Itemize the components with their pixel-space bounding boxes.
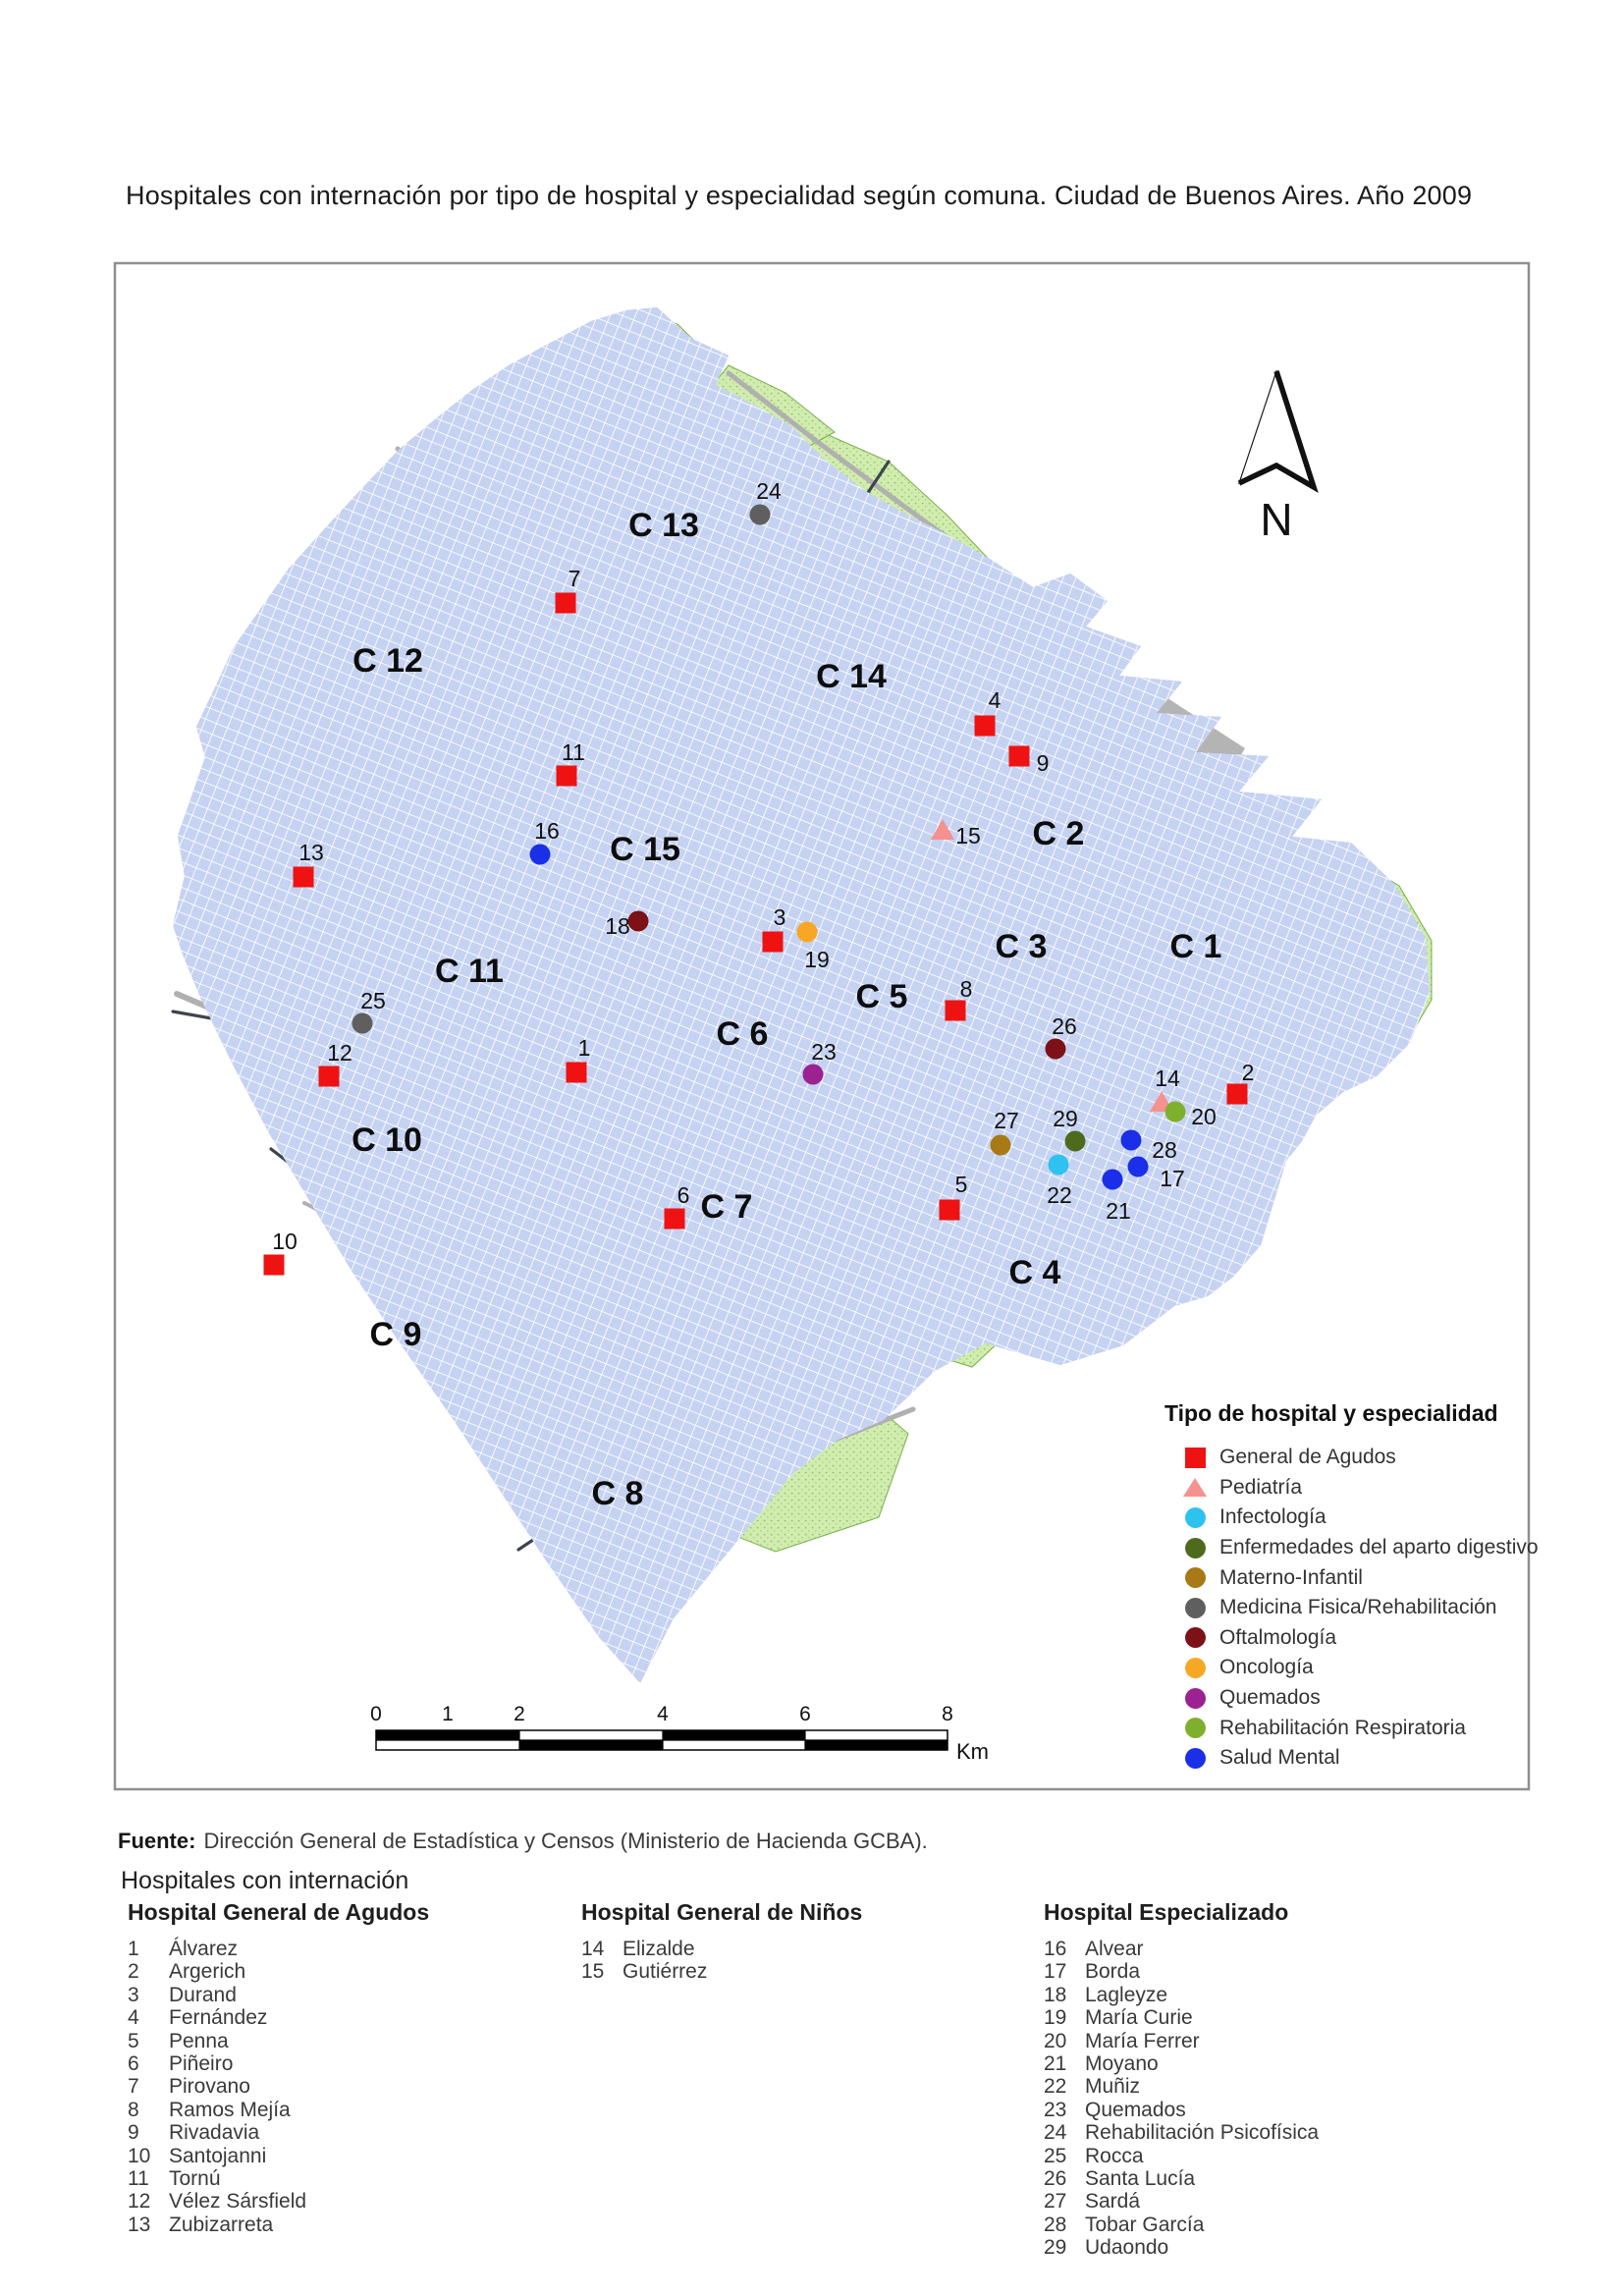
hospital-list-name: Moyano <box>1085 2052 1159 2076</box>
hospital-list-name: Tobar García <box>1085 2213 1205 2236</box>
hospital-list-item <box>128 1960 429 1983</box>
map-legend <box>1159 1400 1543 1774</box>
hospital-list-item <box>128 2030 429 2052</box>
north-arrow <box>1239 371 1314 545</box>
hospital-list-number: 5 <box>128 2029 139 2052</box>
hospital-marker-number: 9 <box>1036 750 1050 776</box>
hospital-list-number: 11 <box>128 2167 149 2191</box>
hospital-marker-number: 8 <box>959 976 973 1002</box>
hospital-list-number: 22 <box>1044 2075 1067 2099</box>
hospital-list-item <box>128 2052 429 2075</box>
hospital-marker-number: 15 <box>955 823 981 848</box>
list-group-title: Hospital General de Agudos <box>128 1899 430 1925</box>
hospital-list-item <box>581 1960 862 1983</box>
hospital-list-name: Alvear <box>1085 1938 1144 1960</box>
legend-square-icon <box>1185 1448 1206 1468</box>
list-group-title: Hospital General de Niños <box>581 1899 863 1925</box>
hospital-list-number: 18 <box>1044 1983 1067 2006</box>
scale-tick: 0 <box>370 1703 382 1725</box>
hospital-list-item <box>1044 1960 1319 1983</box>
hospital-list-item <box>1044 2121 1319 2144</box>
hospital-list-number: 28 <box>1044 2213 1067 2236</box>
hospital-marker-number: 16 <box>534 818 560 844</box>
hospital-marker-number: 6 <box>677 1182 690 1208</box>
scale-tick: 4 <box>657 1703 669 1725</box>
hospital-list-item <box>128 1938 429 1960</box>
legend-item-label: Medicina Fisica/Rehabilitación <box>1219 1596 1497 1619</box>
hospital-list-number: 26 <box>1044 2167 1067 2191</box>
hospital-list-number: 4 <box>128 2006 139 2030</box>
legend-item <box>1159 1503 1543 1533</box>
hospital-list-item <box>581 1938 862 1960</box>
legend-item-label: Salud Mental <box>1219 1746 1340 1770</box>
hospital-marker-number: 5 <box>954 1172 968 1197</box>
hospital-list-name: Vélez Sársfield <box>169 2190 307 2214</box>
hospital-marker-number: 27 <box>994 1108 1019 1133</box>
hospital-marker-number: 11 <box>562 739 585 765</box>
legend-item <box>1159 1533 1543 1563</box>
legend-item <box>1159 1593 1543 1623</box>
hospital-marker-number: 1 <box>577 1035 591 1061</box>
hospital-list-number: 15 <box>581 1960 605 1984</box>
hospital-list-item <box>1044 2099 1319 2121</box>
scale-tick: 2 <box>514 1703 525 1725</box>
hospital-list-name: Rehabilitación Psicofísica <box>1085 2121 1320 2145</box>
hospital-list-item <box>1044 2006 1319 2029</box>
legend-item-label: Materno-Infantil <box>1219 1565 1363 1589</box>
hospital-list-item <box>128 2099 429 2121</box>
legend-item <box>1159 1473 1543 1503</box>
scale-tick: 8 <box>942 1703 953 1725</box>
legend-triangle-icon <box>1183 1478 1207 1497</box>
hospital-list-number: 12 <box>128 2190 151 2214</box>
hospital-list-name: Fernández <box>169 2006 268 2030</box>
comuna-label: C 11 <box>435 953 504 990</box>
legend-item-label: Oftalmología <box>1219 1625 1337 1649</box>
hospital-list-item <box>1044 2030 1319 2052</box>
comuna-label: C 3 <box>995 928 1048 965</box>
comuna-label: C 12 <box>352 642 423 680</box>
hospital-marker-number: 3 <box>773 904 786 930</box>
comuna-label: C 8 <box>591 1475 644 1512</box>
hospital-list-item <box>1044 1984 1319 2006</box>
legend-circle-icon <box>1185 1507 1206 1528</box>
legend-circle-icon <box>1185 1718 1206 1738</box>
hospital-list-number: 25 <box>1044 2144 1067 2167</box>
legend-circle-icon <box>1185 1688 1206 1709</box>
legend-title: Tipo de hospital y especialidad <box>1164 1400 1498 1426</box>
source-label: Fuente: <box>118 1829 196 1853</box>
hospital-list-name: Pirovano <box>169 2075 250 2099</box>
legend-circle-icon <box>1185 1538 1206 1558</box>
legend-item <box>1159 1743 1543 1774</box>
hospital-list-name: María Curie <box>1085 2006 1193 2030</box>
legend-item-label: Enfermedades del aparto digestivo <box>1219 1536 1539 1559</box>
hospital-marker <box>264 1229 298 1276</box>
hospital-list-name: Zubizarreta <box>169 2213 274 2236</box>
hospital-list-name: Álvarez <box>169 1938 239 1960</box>
legend-item <box>1159 1683 1543 1714</box>
hospital-marker-number: 19 <box>804 947 830 972</box>
hospital-list-name: Gutiérrez <box>623 1960 708 1984</box>
hospital-list-name: María Ferrer <box>1085 2029 1200 2052</box>
hospital-marker-number: 10 <box>272 1229 298 1254</box>
hospital-marker-number: 25 <box>360 988 386 1013</box>
scale-tick: 6 <box>799 1703 811 1725</box>
hospital-list-name: Sardá <box>1085 2190 1141 2214</box>
scale-tick-labels <box>370 1703 953 1725</box>
scale-unit-label: Km <box>956 1739 989 1764</box>
comuna-label: C 5 <box>855 978 908 1015</box>
north-label: N <box>1260 494 1293 545</box>
legend-item-label: Oncología <box>1219 1656 1314 1679</box>
hospital-list-item <box>128 2075 429 2098</box>
hospital-list-item <box>1044 2214 1319 2236</box>
hospital-marker-number: 23 <box>811 1039 837 1065</box>
hospital-list-number: 1 <box>128 1938 139 1960</box>
hospital-list-name: Lagleyze <box>1085 1983 1168 2006</box>
hospital-marker-number: 4 <box>988 687 1001 713</box>
comuna-label: C 7 <box>700 1188 753 1226</box>
hospital-list-name: Rocca <box>1085 2144 1144 2167</box>
hospital-marker-number: 13 <box>298 840 324 865</box>
legend-item <box>1159 1653 1543 1683</box>
legend-circle-icon <box>1185 1658 1206 1678</box>
hospital-marker-number: 12 <box>327 1040 352 1066</box>
hospital-list-name: Muñiz <box>1085 2075 1141 2099</box>
hospital-list-number: 3 <box>128 1983 139 2006</box>
hospital-list-name: Penna <box>169 2029 229 2052</box>
scale-bar <box>370 1703 989 1764</box>
legend-circle-icon <box>1185 1567 1206 1588</box>
hospital-list-number: 21 <box>1044 2052 1067 2076</box>
hospital-list-name: Santojanni <box>169 2144 267 2167</box>
hospital-marker-number: 29 <box>1053 1106 1078 1131</box>
hospital-list-number: 29 <box>1044 2236 1067 2260</box>
hospital-list-number: 23 <box>1044 2098 1067 2121</box>
list-column-ninos <box>581 1899 862 1984</box>
hospital-list-name: Argerich <box>169 1960 246 1984</box>
scale-tick: 1 <box>442 1703 454 1725</box>
hospital-list-item <box>128 2006 429 2029</box>
hospital-marker-number: 18 <box>605 913 630 939</box>
hospital-marker-number: 24 <box>756 478 782 504</box>
hospital-list-item <box>128 2121 429 2144</box>
hospital-marker-number: 26 <box>1052 1013 1077 1039</box>
hospital-list-name: Elizalde <box>623 1938 695 1960</box>
page-title: Hospitales con internación por tipo de hospital y especialidad según comuna. Ciudad de Buenos Aires. Año 2009 <box>126 181 1473 210</box>
hospital-marker-number: 7 <box>568 566 581 591</box>
comuna-label: C 9 <box>369 1316 422 1353</box>
list-column-agudos <box>128 1899 429 2236</box>
hospital-marker-number: 2 <box>1241 1060 1255 1085</box>
hospital-list-item <box>128 2190 429 2213</box>
list-column-especializado <box>1044 1899 1319 2260</box>
list-group-title: Hospital Especializado <box>1044 1899 1289 1925</box>
hospital-list-number: 10 <box>128 2144 151 2167</box>
hospital-marker-number: 17 <box>1160 1166 1185 1191</box>
hospital-list-name: Tornú <box>169 2167 221 2191</box>
hospital-list-number: 24 <box>1044 2121 1067 2145</box>
legend-item <box>1159 1562 1543 1593</box>
hospital-list-name: Ramos Mejía <box>169 2098 291 2121</box>
hospital-list-name: Rivadavia <box>169 2121 260 2145</box>
hospital-list-name: Quemados <box>1085 2098 1186 2121</box>
hospital-list-number: 20 <box>1044 2029 1067 2052</box>
hospital-list-number: 17 <box>1044 1960 1067 1984</box>
hospital-list-number: 8 <box>128 2098 139 2121</box>
hospital-marker-number: 22 <box>1047 1182 1072 1208</box>
hospital-list-item <box>1044 2167 1319 2190</box>
legend-circle-icon <box>1185 1598 1206 1618</box>
hospital-list-name: Durand <box>169 1983 237 2006</box>
hospital-list-item <box>128 2145 429 2167</box>
hospital-list-name: Piñeiro <box>169 2052 234 2076</box>
legend-item <box>1159 1623 1543 1654</box>
hospital-list-name: Borda <box>1085 1960 1141 1984</box>
source-note <box>118 1829 928 1854</box>
hospital-list-number: 16 <box>1044 1938 1067 1960</box>
legend-item-label: Quemados <box>1219 1686 1321 1710</box>
hospital-list-item <box>128 1984 429 2006</box>
comuna-label: C 4 <box>1008 1254 1061 1291</box>
comuna-label: C 10 <box>352 1121 422 1159</box>
hospital-list-number: 13 <box>128 2213 151 2236</box>
hospital-marker-number: 28 <box>1152 1137 1177 1163</box>
hospital-list-number: 9 <box>128 2121 139 2145</box>
comuna-label: C 15 <box>610 831 680 868</box>
hospital-list-item <box>1044 2075 1319 2098</box>
hospital-marker-number: 21 <box>1106 1198 1131 1224</box>
hospital-list-number: 27 <box>1044 2190 1067 2214</box>
hospital-marker-number: 14 <box>1155 1066 1180 1091</box>
hospital-list-item <box>128 2214 429 2236</box>
source-text: Dirección General de Estadística y Censos (Ministerio de Hacienda GCBA). <box>203 1829 928 1853</box>
legend-item <box>1159 1713 1543 1743</box>
legend-item-label: General de Agudos <box>1219 1446 1396 1469</box>
legend-item-label: Pediatría <box>1219 1475 1303 1499</box>
hospital-list-number: 19 <box>1044 2006 1067 2030</box>
comuna-label: C 1 <box>1169 928 1222 965</box>
comuna-label: C 6 <box>716 1015 769 1053</box>
comuna-label: C 2 <box>1032 815 1085 852</box>
legend-item-label: Infectología <box>1219 1505 1326 1529</box>
legend-circle-icon <box>1185 1627 1206 1648</box>
hospital-marker-number: 20 <box>1191 1104 1217 1129</box>
hospital-list-number: 7 <box>128 2075 139 2099</box>
hospital-list-name: Udaondo <box>1085 2236 1169 2260</box>
comuna-label: C 13 <box>628 507 699 544</box>
hospital-list-item <box>1044 2236 1319 2259</box>
legend-circle-icon <box>1185 1748 1206 1769</box>
hospital-list-number: 2 <box>128 1960 139 1984</box>
hospital-list-item <box>1044 1938 1319 1960</box>
legend-item <box>1159 1443 1543 1473</box>
hospital-list-item <box>1044 2190 1319 2213</box>
hospital-list-name: Santa Lucía <box>1085 2167 1196 2191</box>
hospital-list-item <box>128 2167 429 2190</box>
hospital-list-item <box>1044 2145 1319 2167</box>
hospital-list-number: 14 <box>581 1938 605 1960</box>
hospital-list-number: 6 <box>128 2052 139 2076</box>
comuna-label: C 14 <box>816 658 887 695</box>
hospital-list-item <box>1044 2052 1319 2075</box>
legend-item-label: Rehabilitación Respiratoria <box>1219 1716 1466 1739</box>
hospital-lists-title: Hospitales con internación <box>121 1867 409 1894</box>
